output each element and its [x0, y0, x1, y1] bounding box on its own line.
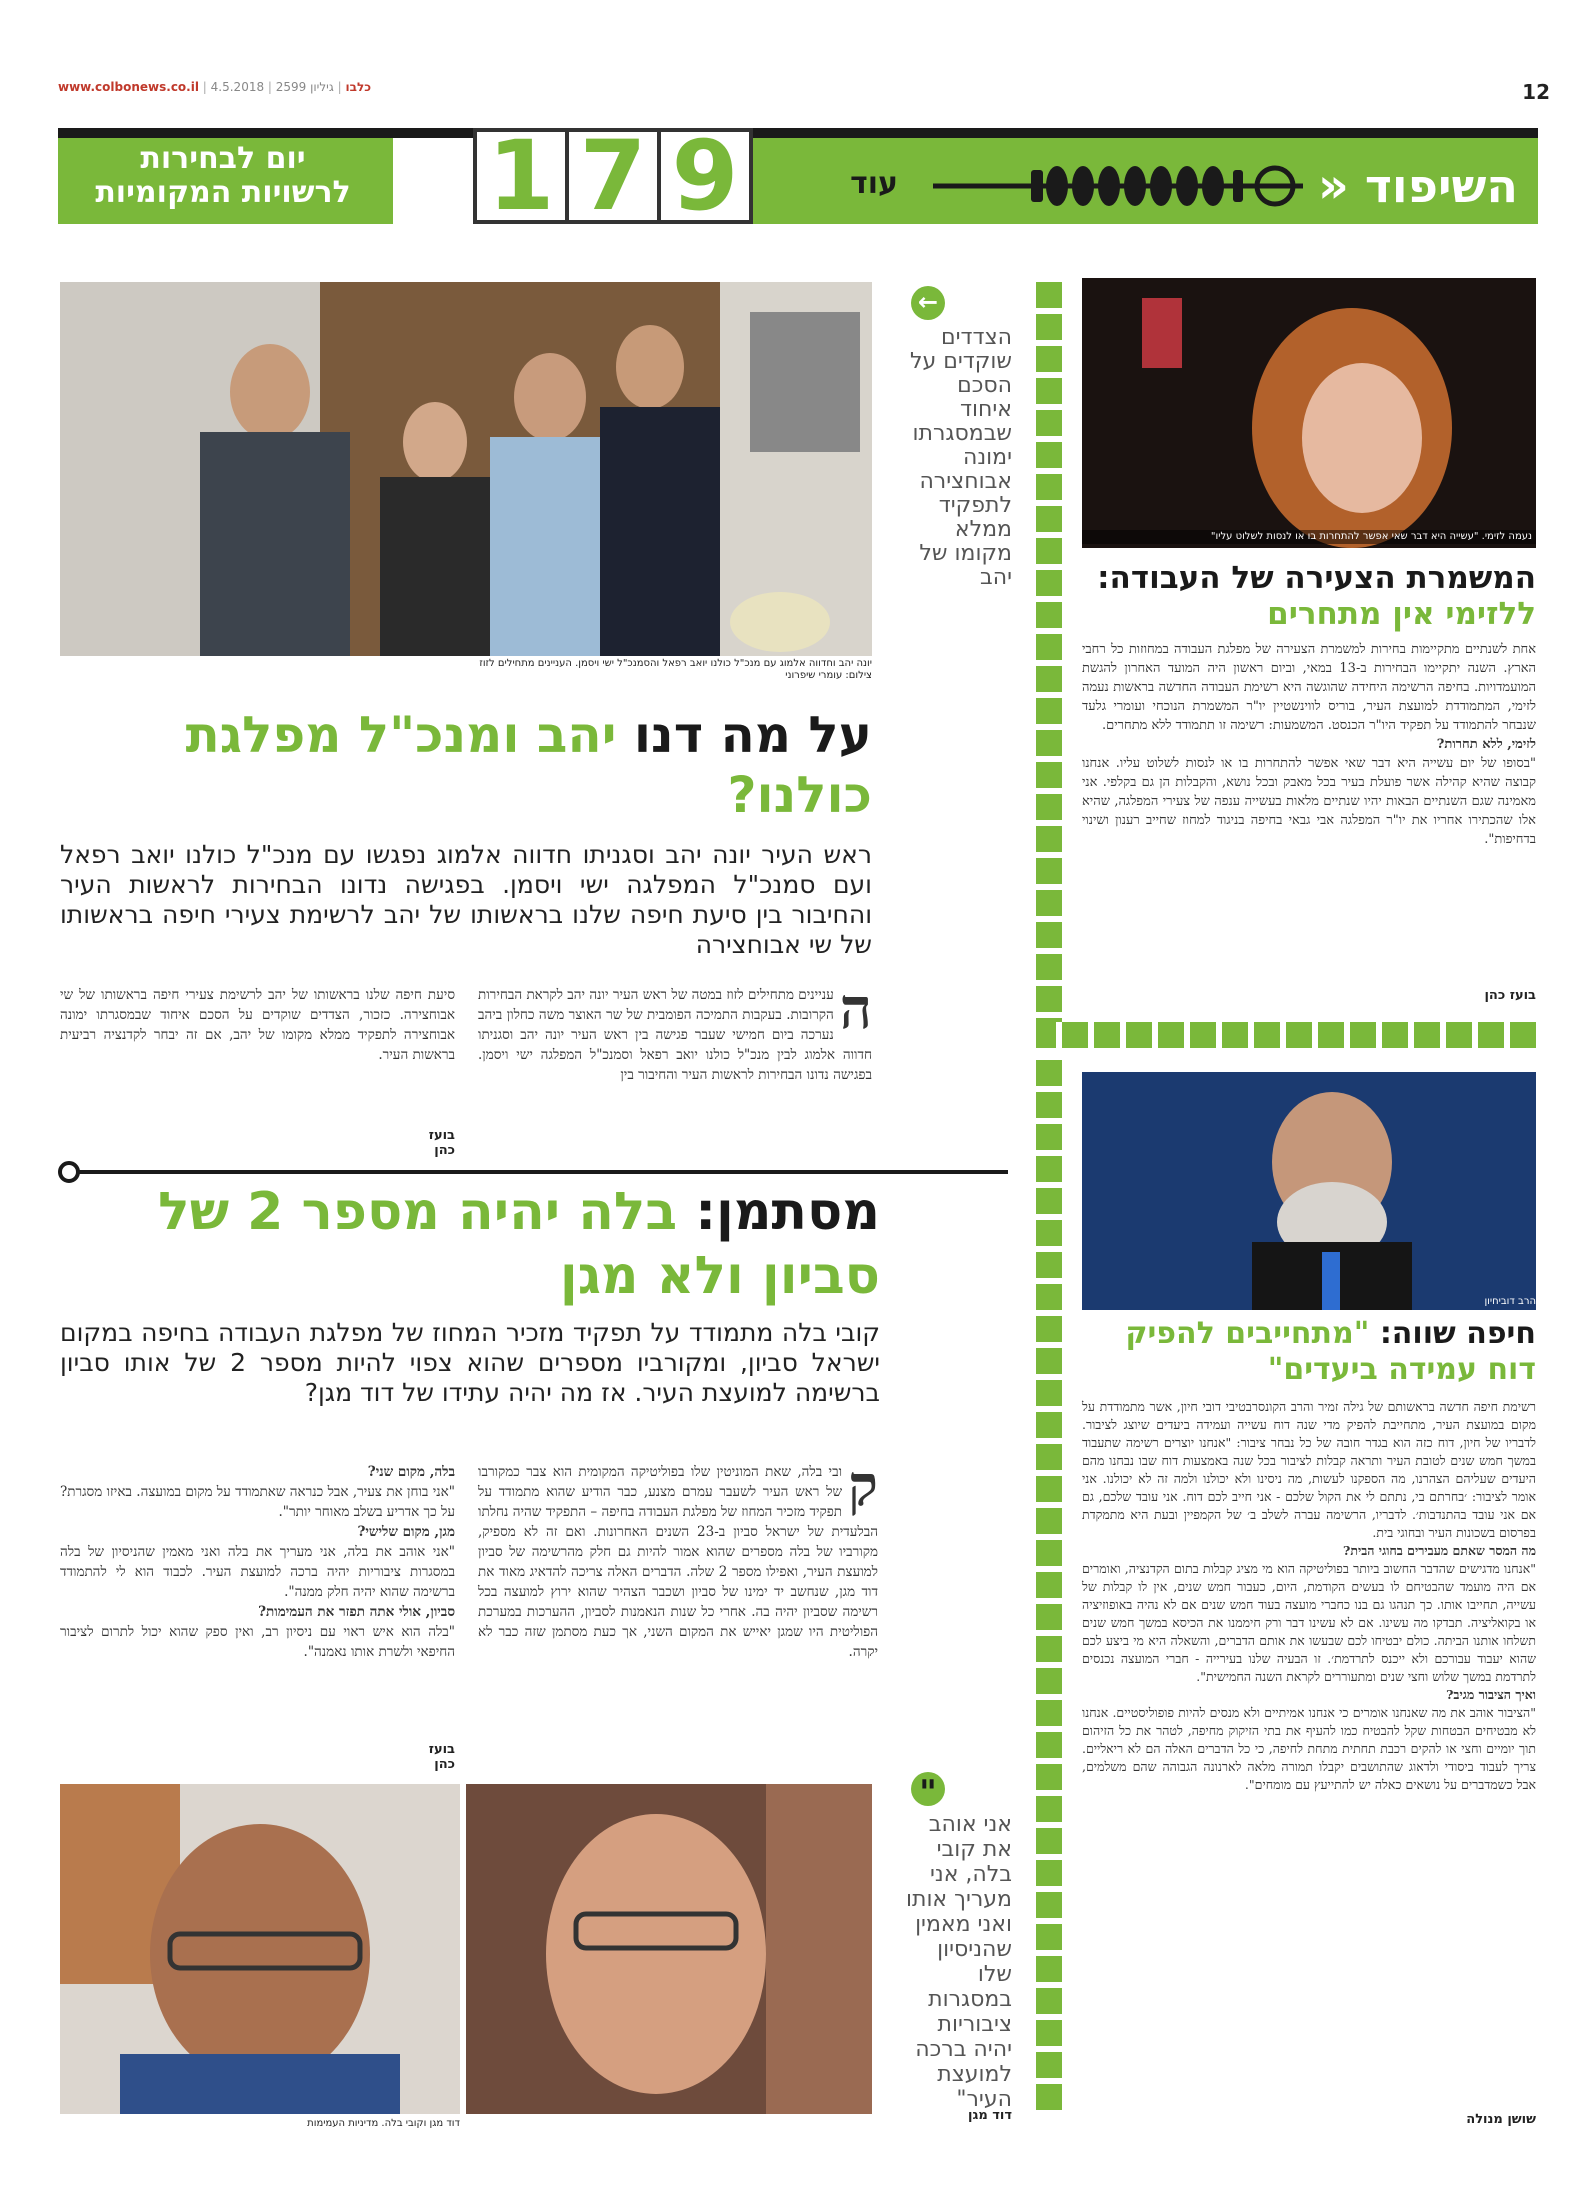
- story2-column-right: [478, 1453, 878, 1662]
- sidebar2-title-black: חיפה שווה:: [1379, 1316, 1536, 1351]
- countdown-caption: [58, 142, 388, 210]
- story1-byline: בועז כהן: [428, 1128, 455, 1158]
- countdown-digit-1: 1: [473, 128, 569, 224]
- story2-pullquote: אני אוהב את קובי בלה, אני מעריך אותו ואני מאמין שהניסיון שלו במסגרות ציבוריות יהיה ברכה למועצת העיר": [905, 1812, 1012, 2112]
- story2-answer: "אני בוחן את צעיר, אבל כנראה שאתמודד על מקום במועצה. באיזו מסגרת? על כך אדריע בשלב מאוחר יותר".: [60, 1484, 455, 1520]
- sidebar1-photo: [1082, 278, 1536, 548]
- sidebar1-byline: בועז כהן: [1484, 988, 1536, 1003]
- sidebar-green-strip-bottom: [1036, 1060, 1062, 2115]
- story2-photo-right: [466, 1784, 872, 2114]
- story2-question: סביון, אולי אתה תפזר את העמימות?: [258, 1604, 455, 1620]
- story2-qa-3: [60, 1602, 455, 1662]
- story2-title-green: בלה יהיה מספר 2 של סביון ולא מגן: [158, 1182, 880, 1306]
- sidebar2-photo-art: [1082, 1072, 1536, 1310]
- story1-title: [60, 705, 872, 825]
- sidebar1-caption: נעמה לזימי. "עשייה היא דבר שאי אפשר להתחרות בו או לנסות לשלוט עליו": [1082, 530, 1536, 544]
- countdown-line1: יום לבחירות: [140, 141, 306, 176]
- countdown-line2: לרשויות המקומיות: [95, 175, 351, 210]
- sidebar1-body-text: אחת לשנתיים מתקיימות בחירות למשמרת הצעירה של מפלגת העבודה במחוזות כל רחבי הארץ. השנה יתקיימו הבחירות ב-13 במאי, וביום ראשון היה המועד האחרון להגשת המועמדויות. בחיפה הרשימה היחידה שהוגשה היא רשימת העבודה החדשה בראשות נעמה לזימי, המתמודדת למועצת העיר, בוריס לווינשטיין יו"ר המשמרת הנוכחי ועומרי גלעד שנבחר להתמודד על תפקיד היו"ר הכנסט. המשמעות: רשימה זו תתמודד ללא מתחרים.: [1082, 642, 1536, 733]
- story2-qa-1: [60, 1462, 455, 1522]
- story2-byline: בועז כהן: [428, 1742, 455, 1772]
- story2-photo-left-art: [60, 1784, 460, 2114]
- story2-column-left: [60, 1462, 455, 1662]
- sidebar1-question: לזימי, ללא תחרות?: [1436, 737, 1536, 752]
- publication-name: כלבו: [345, 80, 372, 94]
- story2-photo-left: [60, 1784, 460, 2114]
- sidebar2-answer: "הציבור אוהב את מה שאנחנו אומרים כי אנחנו אמיתיים ולא מנסים להיות פופוליסטיים. אנחנו לא מבטיחים הבטחות שקל להבטיח כמו להעיף את בתי הזיקוק מחיפה, לטהר את כל הזיהום תוך יומיים וחצי או להקים רכבת תחתית מתחת לחיפה, כי כל הדברים האלה הם לא ריאליים. צריך לעבוד ביסודי ולדאוג שהתושבים יקבלו תמורה מלאה לארנונה הגבוהה שהם משלמים, אבל כשמדברים על נושאים כאלה יש להתייעץ עם מומחים".: [1082, 1705, 1536, 1792]
- story2-qa-2: [60, 1522, 455, 1602]
- section-title: [1318, 158, 1518, 214]
- sidebar2-byline: שושן מנולה: [1466, 2112, 1536, 2127]
- story2-lead: קובי בלה מתמודד על תפקיד מזכיר המחוז של מפלגת העבודה בחיפה במקום ישראל סביון, ומקורביו מספרים שהוא צפוי להיות מספר 2 של אותו סביון ברשימה למועצת העיר. אז מה יהיה עתידו של דוד מגן?: [60, 1318, 880, 1407]
- sidebar1-photo-art: [1082, 278, 1536, 548]
- story2-caption: דוד מגן וקובי בלה. מדיניות העמימות: [307, 2118, 460, 2129]
- sidebar2-photo: [1082, 1072, 1536, 1310]
- story1-column-left: סיעת חיפה שלנו בראשותו של יהב לרשימת צעירי חיפה בראשותו של שי אבוחצירה. כזכור, הצדדים שוקדים על הסכם איחוד שבמסגרתו ימונה אבוחצירה לתפקיד ממלא מקומו של יהב, אם זה יבחר לקדנציה רביעית בראשות העיר.: [60, 987, 455, 1063]
- story1-title-black: על מה דנו: [633, 706, 872, 764]
- story1-photo-credit: צילום: עומרי שיפרוני: [785, 670, 872, 681]
- story2-title: [60, 1180, 880, 1308]
- countdown-prefix: עוד: [850, 166, 898, 201]
- sidebar1-body: [1082, 640, 1536, 849]
- sidebar2-question: מה המסר שאתם מעבירים בחוגי הבית?: [1343, 1543, 1536, 1558]
- sidebar2-caption: הרב דוביחיון: [1484, 1296, 1536, 1307]
- section-label: השיפוד: [1364, 159, 1518, 213]
- story2-question: בלה, מקום שני?: [367, 1464, 455, 1480]
- story1-caption: [60, 658, 872, 670]
- sidebar-green-strip-mid: [1036, 1022, 1536, 1048]
- sidebar2-question: ואיך הציבור מגיב?: [1446, 1687, 1536, 1702]
- sidebar2-title-green: "מתחייבים להפיק דוח עמידה ביעדים": [1125, 1316, 1536, 1387]
- sidebar1-answer: "בסופו של יום עשייה היא דבר שאי אפשר להתחרות בו או לנסות לשלוט עליו. אנחנו קבוצה שהיא קהילה אשר פועלת בעיר בכל מאבק ובכל נושא, והקבלות הן גם בקלפי. אני מאמינה שגם השנתיים הבאות יהיו שנתיים מלאות בעשייה ענפה של צעירי המפלגה, שהיא אלו שהכתירו אחריו את יו"ר המפלגה אבי גבאי בחיפה בניגוד למחוז שחייב רענון ושינוי בדחיפות".: [1082, 756, 1536, 847]
- story1-caption-text: יונה יהב וחדווה אלמוג עם מנכ"ל כולנו יואב רפאל והסמנכ"ל ישי ויסמן. העניינים מתחילים לזוז: [479, 658, 872, 669]
- countdown-digit-2: 7: [565, 128, 661, 224]
- story2-answer: "אני אוהב את בלה, אני מעריך את בלה ואני מאמין שהניסיון של בלה במסגרות ציבוריות יהיה ברכה למועצת העיר. לכבוד הוא לי להתמודד ברשימה שהוא יהיה חלק ממנה".: [60, 1544, 455, 1600]
- sidebar2-body-text: רשימת חיפה חדשה בראשותם של גילה זמיר והרב הקונסרבטיבי דובי חיון, אשר מתמודדת על מקום במועצת העיר, מתחייבת להפיק מדי שנה דוח עשייה ועמידה ביעדים שיוצג לציבור. לדבריו של חיון, דוח כזה הוא בגדר חובה של כל נבחר ציבור: "אנחנו יוצרים רשימה שתעבוד במשך חמש שנים לטובת העיר ותראה קבלות לציבור בכל שנה באמצעות דוח שבו נבחנו מהם היעדים שעליהם הצהרנו, מה הספקנו לעשות, מה ניסינו ולא יכולנו ולמה זה לא יכולנו. אני אומר לציבור: ׳בחרתם בי, נתתם לי את הקול שלכם - אני חייב לכם דוח. אני עובד שלכם, גם אם אני עובד בהתנדבות׳. לדבריו, הרשימה עברה לשלב ב׳ של הקמפיין ובעת היא מתמקדת בפרסום בשכונות העיר ובחוגי בית.: [1082, 1399, 1536, 1540]
- story2-answer: "בלה הוא איש ראוי עם ניסיון רב, ואין ספק שהוא יכול לתרום לציבור החיפאי ולשרת אותו נאמנה".: [60, 1624, 455, 1660]
- sidebar1-title: [1082, 560, 1536, 632]
- countdown-digit-3: 9: [657, 128, 753, 224]
- story2-drop-cap: ק: [848, 1453, 878, 1519]
- story2-photo-right-art: [466, 1784, 872, 2114]
- story1-lead: ראש העיר יונה יהב וסגניתו חדווה אלמוג נפגשו עם מנכ"ל כולנו יואב רפאל ועם סמנכ"ל המפלגה ישי ויסמן. בפגישה נדונו הבחירות לראשות העיר והחיבור בין סיעת חיפה שלנו בראשותו של יהב לרשימת צעירי חיפה בראשותו של שי אבוחצירה: [60, 840, 872, 959]
- story1-column-right: [478, 976, 872, 1085]
- story-divider: [68, 1170, 1008, 1174]
- quote-mark-icon: ": [911, 1772, 945, 1806]
- sidebar2-body: [1082, 1398, 1536, 1794]
- sidebar2-title: [1082, 1316, 1536, 1388]
- story1-photo: [60, 282, 872, 656]
- issue-date: 4.5.2018: [210, 80, 265, 94]
- page-number: 12: [1522, 80, 1550, 104]
- story2-column-right-text: ובי בלה, שאת המוניטין שלו בפוליטיקה המקומית הוא צבר כמקורבו של ראש העיר לשעבר עמרם מצנע, כבר הודיע שהוא מתמודד על תפקיד מזכיר המחוז של מפלגת העבודה בחיפה – התפקיד שהיה נחלתו הבלעדית של ישראל סביון ב-23 השנים האחרונות. ואם זה לא מספיק, מקורביו של בלה מספרים שהוא אמור להיות גם חלק מהרשימה של סביון למועצת העיר, ואפילו מספר 2 שלה. הדברים האלה צריכה להדאיג מאוד את דוד מגן, שנחשב יד ימינו של סביון ושכבר הצהיר שהוא ירוץ למועצה בכל רשימה שסביון יהיה בה. אחרי כל שנות הנאמנות לסביון, ההערכות במערכת הפוליטית היו שמגן יאייש את המקום השני, אך כעת מסתמן שזה כבר לא יקרה.: [478, 1464, 878, 1660]
- sidebar2-answer: "אנחנו מדגישים שהדבר החשוב ביותר בפוליטיקה הוא מי מציג קבלות בתום הקדנציה, ואומרים אם היה מועמד שהבטיחם לו בעשים הקודמת, היום, כעבור חמש שנים, אין לו קבלות של עשייה, תחייבו אותו. כך תנהגו גם בנו כחברי מועצה בעוד חמש שנים אם לא נהיה באופוזיציה או בקואליציה. תבדקו מה עשינו. אם לא עשינו דבר ורק חיממנו את הכיסא במשך חמש שנים תשלחו אותנו הביתה. כולם יבטיחו לכם שבעשו את אותם הדברים, והשאלה היא מי ביצע לכם שהוא יעבוד עבורכם ולא ייכנס לתרדמת׳. זו הבעיה שלנו בעירייה - חברי המועצה נכנסים לתרדמת במשך שלוש וחצי שנים ומתעוררים לקראת השנה החמישית".: [1082, 1561, 1536, 1684]
- skewer-icon: [933, 158, 1303, 214]
- sidebar-green-strip-top: [1036, 282, 1062, 1022]
- double-chevron-icon: «: [1317, 158, 1349, 214]
- masthead-line: www.colbonews.co.il | כלבו | גיליון 2599 | 4.5.2018: [58, 80, 372, 94]
- site-url[interactable]: www.colbonews.co.il: [58, 80, 199, 94]
- sidebar1-title-black: המשמרת הצעירה של העבודה:: [1097, 560, 1536, 596]
- story1-title-green: יהב ומנכ"ל מפלגת כולנו?: [185, 706, 872, 824]
- story1-photo-art: [60, 282, 872, 656]
- story1-column-right-text: עניינים מתחילים לזוז במטה של ראש העיר יונה יהב לקראת הבחירות הקרובות. בעקבות התמיכה הפומבית של שר האוצר משה כחלון ביהב נערכה ביום חמישי שעבר פגישה בין ראש העיר יונה יהב וסגניתו חדווה אלמוג לבין מנכ"ל כולנו יואב רפאל וסמנכ"ל המפלגה ישי ויסמן. בפגישה נדונו הבחירות לראשות העיר והחיבור בין: [478, 987, 872, 1083]
- story2-title-black: מסתמן:: [695, 1182, 880, 1242]
- issue-number: גיליון 2599: [275, 80, 334, 94]
- story2-question: מגן, מקום שלישי?: [357, 1524, 455, 1540]
- banner: [58, 120, 1538, 232]
- story1-drop-cap: ה: [839, 976, 872, 1042]
- arrow-left-icon: ←: [911, 286, 945, 320]
- story1-pullquote: הצדדים שוקדים על הסכם איחוד שבמסגרתו ימונה אבוחצירה לתפקיד ממלא מקומו של יהב: [910, 325, 1012, 590]
- story2-pullquote-author: דוד מגן: [968, 2108, 1012, 2123]
- sidebar1-title-green: ללזימי אין מתחרים: [1267, 596, 1536, 632]
